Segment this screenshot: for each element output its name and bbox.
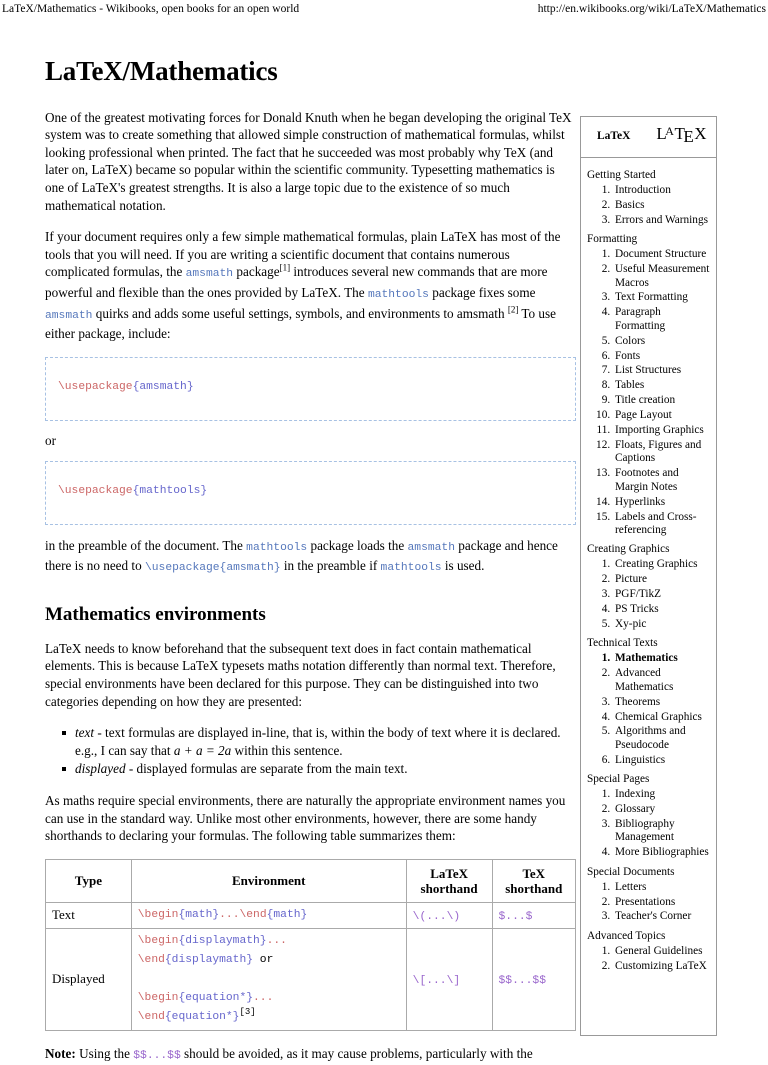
packages-paragraph xyxy=(45,228,576,343)
inline-code-usepackage: \usepackage{amsmath} xyxy=(144,562,281,575)
sidebar-item-advanced-mathematics[interactable]: 2. Advanced Mathematics xyxy=(613,667,712,694)
sidebar-item-presentations[interactable]: 2. Presentations xyxy=(613,896,712,909)
reference-link-1[interactable]: [1] xyxy=(279,263,291,274)
sidebar-item-linguistics[interactable]: 6. Linguistics xyxy=(613,754,712,767)
sidebar-navbox xyxy=(580,116,717,1036)
environments-table xyxy=(45,859,576,1031)
text-fragment: Using the xyxy=(75,1045,134,1061)
inline-code-dollar: $$...$$ xyxy=(133,1049,181,1062)
code-line xyxy=(138,906,400,925)
sidebar-item-chemical-graphics[interactable]: 4. Chemical Graphics xyxy=(613,711,712,724)
sidebar-item-more-bibliographies[interactable]: 4. More Bibliographies xyxy=(613,846,712,859)
page-title: LaTeX/Mathematics xyxy=(45,56,278,86)
cell-environment xyxy=(131,902,406,928)
text-fragment: package xyxy=(233,264,280,280)
sidebar-item-customizing-latex[interactable]: 2. Customizing LaTeX xyxy=(613,960,712,973)
text-fragment: is used. xyxy=(441,558,485,574)
cell-tex-shorthand xyxy=(492,928,575,1030)
sidebar-item-ps-tricks[interactable]: 4. PS Tricks xyxy=(613,603,712,616)
text-fragment: If your document requires only a few simple mathematical formulas, plain LaTeX has most of the tools that you will need. If you are writing a scientific document that contains numerous complicated formulas, the xyxy=(45,229,561,280)
sidebar-group-list xyxy=(585,184,712,227)
sidebar-item-labels-and-cross-referencing[interactable]: 15. Labels and Cross-referencing xyxy=(613,511,712,538)
column-header-environment: Environment xyxy=(131,859,406,902)
sidebar-item-page-layout[interactable]: 10. Page Layout xyxy=(613,409,712,422)
table-row xyxy=(46,928,576,1030)
code-line xyxy=(58,485,207,497)
environments-paragraph: LaTeX needs to know beforehand that the subsequent text does in fact contain mathematical elements. This is because LaTeX typesets maths notation differently than normal text. Therefore, special environments have been declared for this purpose. They can be distinguished into two categories depending on how they are presented: xyxy=(45,640,556,709)
note-label: Note: xyxy=(45,1045,76,1061)
text-fragment: quirks and adds some useful settings, symbols, and environments to amsmath xyxy=(92,305,508,321)
inline-code-amsmath: amsmath xyxy=(185,268,234,281)
table-body xyxy=(46,902,576,1030)
sidebar-item-list-structures[interactable]: 7. List Structures xyxy=(613,364,712,377)
code-token: \[...\] xyxy=(412,975,461,988)
sidebar-group-title: Advanced Topics xyxy=(587,929,666,942)
sidebar-group-list xyxy=(585,945,712,973)
cell-latex-shorthand xyxy=(406,928,492,1030)
code-argument: amsmath xyxy=(139,380,187,393)
latex-logo xyxy=(656,124,706,144)
sidebar-group-list xyxy=(585,558,712,631)
inline-code-mathtools-2: mathtools xyxy=(246,541,308,554)
main-content xyxy=(45,57,576,1065)
code-line xyxy=(138,951,400,970)
text-fragment: in the preamble if xyxy=(280,558,381,574)
or-text: or xyxy=(45,432,56,448)
sidebar-item-introduction[interactable]: 1. Introduction xyxy=(613,184,712,197)
list-item-text: - text formulas are displayed in-line, that is, within the body of text where it is declared. e.g., I can say that xyxy=(75,725,561,758)
sidebar-item-general-guidelines[interactable]: 1. General Guidelines xyxy=(613,945,712,958)
cell-latex-shorthand xyxy=(406,902,492,928)
sidebar-item-colors[interactable]: 5. Colors xyxy=(613,335,712,348)
inline-formula: a + a = 2a xyxy=(173,742,232,758)
code-token: $...$ xyxy=(498,911,533,924)
code-token: ... xyxy=(253,991,274,1004)
code-token: \end xyxy=(137,953,165,966)
print-header xyxy=(0,0,768,26)
sidebar-item-xy-pic[interactable]: 5. Xy-pic xyxy=(613,618,712,631)
inline-code-mathtools: mathtools xyxy=(367,289,429,302)
code-brace-close: } xyxy=(186,380,194,393)
code-token: \begin xyxy=(137,908,179,921)
code-block-mathtools xyxy=(45,461,576,525)
list-item-term: text xyxy=(75,725,95,741)
sidebar-body xyxy=(581,158,716,987)
column-header-tex-shorthand: TeX shorthand xyxy=(492,859,575,902)
column-header-type: Type xyxy=(46,859,132,902)
sidebar-item-useful-measurement-macros[interactable]: 2. Useful Measurement Macros xyxy=(613,263,712,290)
code-line xyxy=(138,970,400,989)
code-token: {math} xyxy=(266,908,308,921)
sidebar-group-title: Special Documents xyxy=(587,865,675,878)
inline-code-amsmath-2: amsmath xyxy=(45,309,93,322)
logo-letter-e: E xyxy=(683,127,694,146)
code-token: {equation*} xyxy=(164,1010,240,1023)
logo-letter-a: A xyxy=(665,124,674,138)
code-token: {equation*} xyxy=(178,991,254,1004)
list-item xyxy=(75,724,576,759)
sidebar-group-list xyxy=(585,248,712,537)
category-list xyxy=(45,724,576,778)
sidebar-group-list xyxy=(585,652,712,767)
text-fragment: package and hence there is no need to xyxy=(45,537,558,574)
sidebar-item-title-creation[interactable]: 9. Title creation xyxy=(613,394,712,407)
sidebar-item-mathematics[interactable]: 1. Mathematics xyxy=(613,652,712,665)
preamble-paragraph xyxy=(45,537,576,578)
section-title-math-environments: Mathematics environments xyxy=(45,604,266,625)
code-token: \begin xyxy=(137,991,179,1004)
sidebar-item-importing-graphics[interactable]: 11. Importing Graphics xyxy=(613,424,712,437)
code-brace-open: { xyxy=(132,484,140,497)
text-fragment: To use either package, include: xyxy=(45,305,557,342)
text-fragment: introduces several new commands that are more powerful and flexible than the ones provided by LaTeX. The xyxy=(45,264,548,301)
code-command: \usepackage xyxy=(58,484,133,497)
sidebar-group-list xyxy=(585,881,712,924)
print-header-url: http://en.wikibooks.org/wiki/LaTeX/Mathematics xyxy=(537,3,766,15)
code-line xyxy=(58,381,194,393)
code-brace-open: { xyxy=(132,380,140,393)
code-token: \end xyxy=(137,1010,165,1023)
code-block-amsmath xyxy=(45,357,576,421)
sidebar-item-text-formatting[interactable]: 3. Text Formatting xyxy=(613,291,712,304)
sidebar-item-floats-figures-and-captions[interactable]: 12. Floats, Figures and Captions xyxy=(613,439,712,466)
text-fragment: package loads the xyxy=(307,537,408,553)
sidebar-item-algorithms-and-pseudocode[interactable]: 5. Algorithms and Pseudocode xyxy=(613,725,712,752)
code-token: ... xyxy=(266,934,287,947)
sidebar-header xyxy=(581,117,716,158)
cell-environment xyxy=(131,928,406,1030)
sidebar-item-paragraph-formatting[interactable]: 4. Paragraph Formatting xyxy=(613,306,712,333)
sidebar-item-letters[interactable]: 1. Letters xyxy=(613,881,712,894)
sidebar-item-bibliography-management[interactable]: 3. Bibliography Management xyxy=(613,818,712,845)
sidebar-item-glossary[interactable]: 2. Glossary xyxy=(613,803,712,816)
code-token: {displaymath} xyxy=(178,934,267,947)
code-token: \(...\) xyxy=(412,911,461,924)
code-brace-close: } xyxy=(200,484,208,497)
print-header-title: LaTeX/Mathematics - Wikibooks, open books for an open world xyxy=(2,3,300,15)
text-fragment: should be avoided, as it may cause problems, particularly with the xyxy=(180,1045,533,1061)
sidebar-group-title: Getting Started xyxy=(587,169,656,181)
sidebar-group-title: Creating Graphics xyxy=(587,543,670,556)
table-header-row xyxy=(46,859,576,902)
sidebar-item-tables[interactable]: 8. Tables xyxy=(613,379,712,392)
sidebar-group-title: Formatting xyxy=(587,233,638,246)
reference-link-2[interactable]: [2] xyxy=(507,304,519,315)
sidebar-item-creating-graphics[interactable]: 1. Creating Graphics xyxy=(613,558,712,571)
table-row xyxy=(46,902,576,928)
list-item-text-2: within this sentence. xyxy=(231,742,343,758)
list-item xyxy=(75,760,576,778)
code-argument: mathtools xyxy=(139,484,201,497)
list-item-term: displayed xyxy=(75,761,126,777)
logo-letter-l: L xyxy=(656,124,667,143)
note-paragraph xyxy=(45,1045,576,1065)
sidebar-group-title: Special Pages xyxy=(587,773,650,786)
sidebar-item-fonts[interactable]: 6. Fonts xyxy=(613,350,712,363)
code-command: \usepackage xyxy=(58,380,133,393)
sidebar-item-indexing[interactable]: 1. Indexing xyxy=(613,788,712,801)
reference-link-3[interactable]: [3] xyxy=(239,1007,256,1018)
sidebar-item-teacher-s-corner[interactable]: 3. Teacher's Corner xyxy=(613,910,712,923)
cell-type: Displayed xyxy=(46,928,132,1030)
sidebar-item-errors-and-warnings[interactable]: 3. Errors and Warnings xyxy=(613,214,712,227)
cell-type: Text xyxy=(46,902,132,928)
inline-code-amsmath-3: amsmath xyxy=(407,541,455,554)
column-header-latex-shorthand: LaTeX shorthand xyxy=(406,859,492,902)
text-fragment: package fixes some xyxy=(428,285,536,301)
logo-letter-t: T xyxy=(674,124,685,143)
shorthands-paragraph: As maths require special environments, there are naturally the appropriate environment names you can use in the standard way. Unlike most other environments, however, there are some handy shorthands to declaring your formulas. The following table summarizes them: xyxy=(45,793,566,844)
sidebar-item-theorems[interactable]: 3. Theorems xyxy=(613,696,712,709)
code-token: $$...$$ xyxy=(498,975,546,988)
cell-tex-shorthand xyxy=(492,902,575,928)
code-token: \begin xyxy=(137,934,179,947)
sidebar-item-hyperlinks[interactable]: 14. Hyperlinks xyxy=(613,496,712,509)
sidebar-item-picture[interactable]: 2. Picture xyxy=(613,573,712,586)
code-token: \end xyxy=(239,908,267,921)
sidebar-group-list xyxy=(585,788,712,860)
sidebar-group-title: Technical Texts xyxy=(587,637,658,650)
inline-code-mathtools-3: mathtools xyxy=(380,562,442,575)
code-token: {displaymath} xyxy=(164,953,254,966)
code-line xyxy=(138,989,400,1008)
sidebar-item-document-structure[interactable]: 1. Document Structure xyxy=(613,248,712,261)
code-token: or xyxy=(253,953,274,966)
intro-paragraph: One of the greatest motivating forces for Donald Knuth when he began developing the original TeX system was to create something that allowed simple construction of mathematical formulas, whilst looking professional when printed. The fact that he succeeded was most probably why TeX (and later on, LaTeX) became so popular within the scientific community. Typesetting mathematics is one of LaTeX's greatest strengths. It is also a large topic due to the existence of so much mathematical notation. xyxy=(45,109,572,213)
sidebar-item-basics[interactable]: 2. Basics xyxy=(613,199,712,212)
logo-letter-x: X xyxy=(694,124,706,143)
sidebar-title: LaTeX xyxy=(597,130,631,142)
code-line xyxy=(138,932,400,951)
sidebar-item-footnotes-and-margin-notes[interactable]: 13. Footnotes and Margin Notes xyxy=(613,467,712,494)
code-token: {math} xyxy=(178,908,220,921)
list-item-text: - displayed formulas are separate from the main text. xyxy=(125,761,408,777)
code-token: ... xyxy=(219,908,240,921)
sidebar-item-pgf-tikz[interactable]: 3. PGF/TikZ xyxy=(613,588,712,601)
text-fragment: in the preamble of the document. The xyxy=(45,537,247,553)
